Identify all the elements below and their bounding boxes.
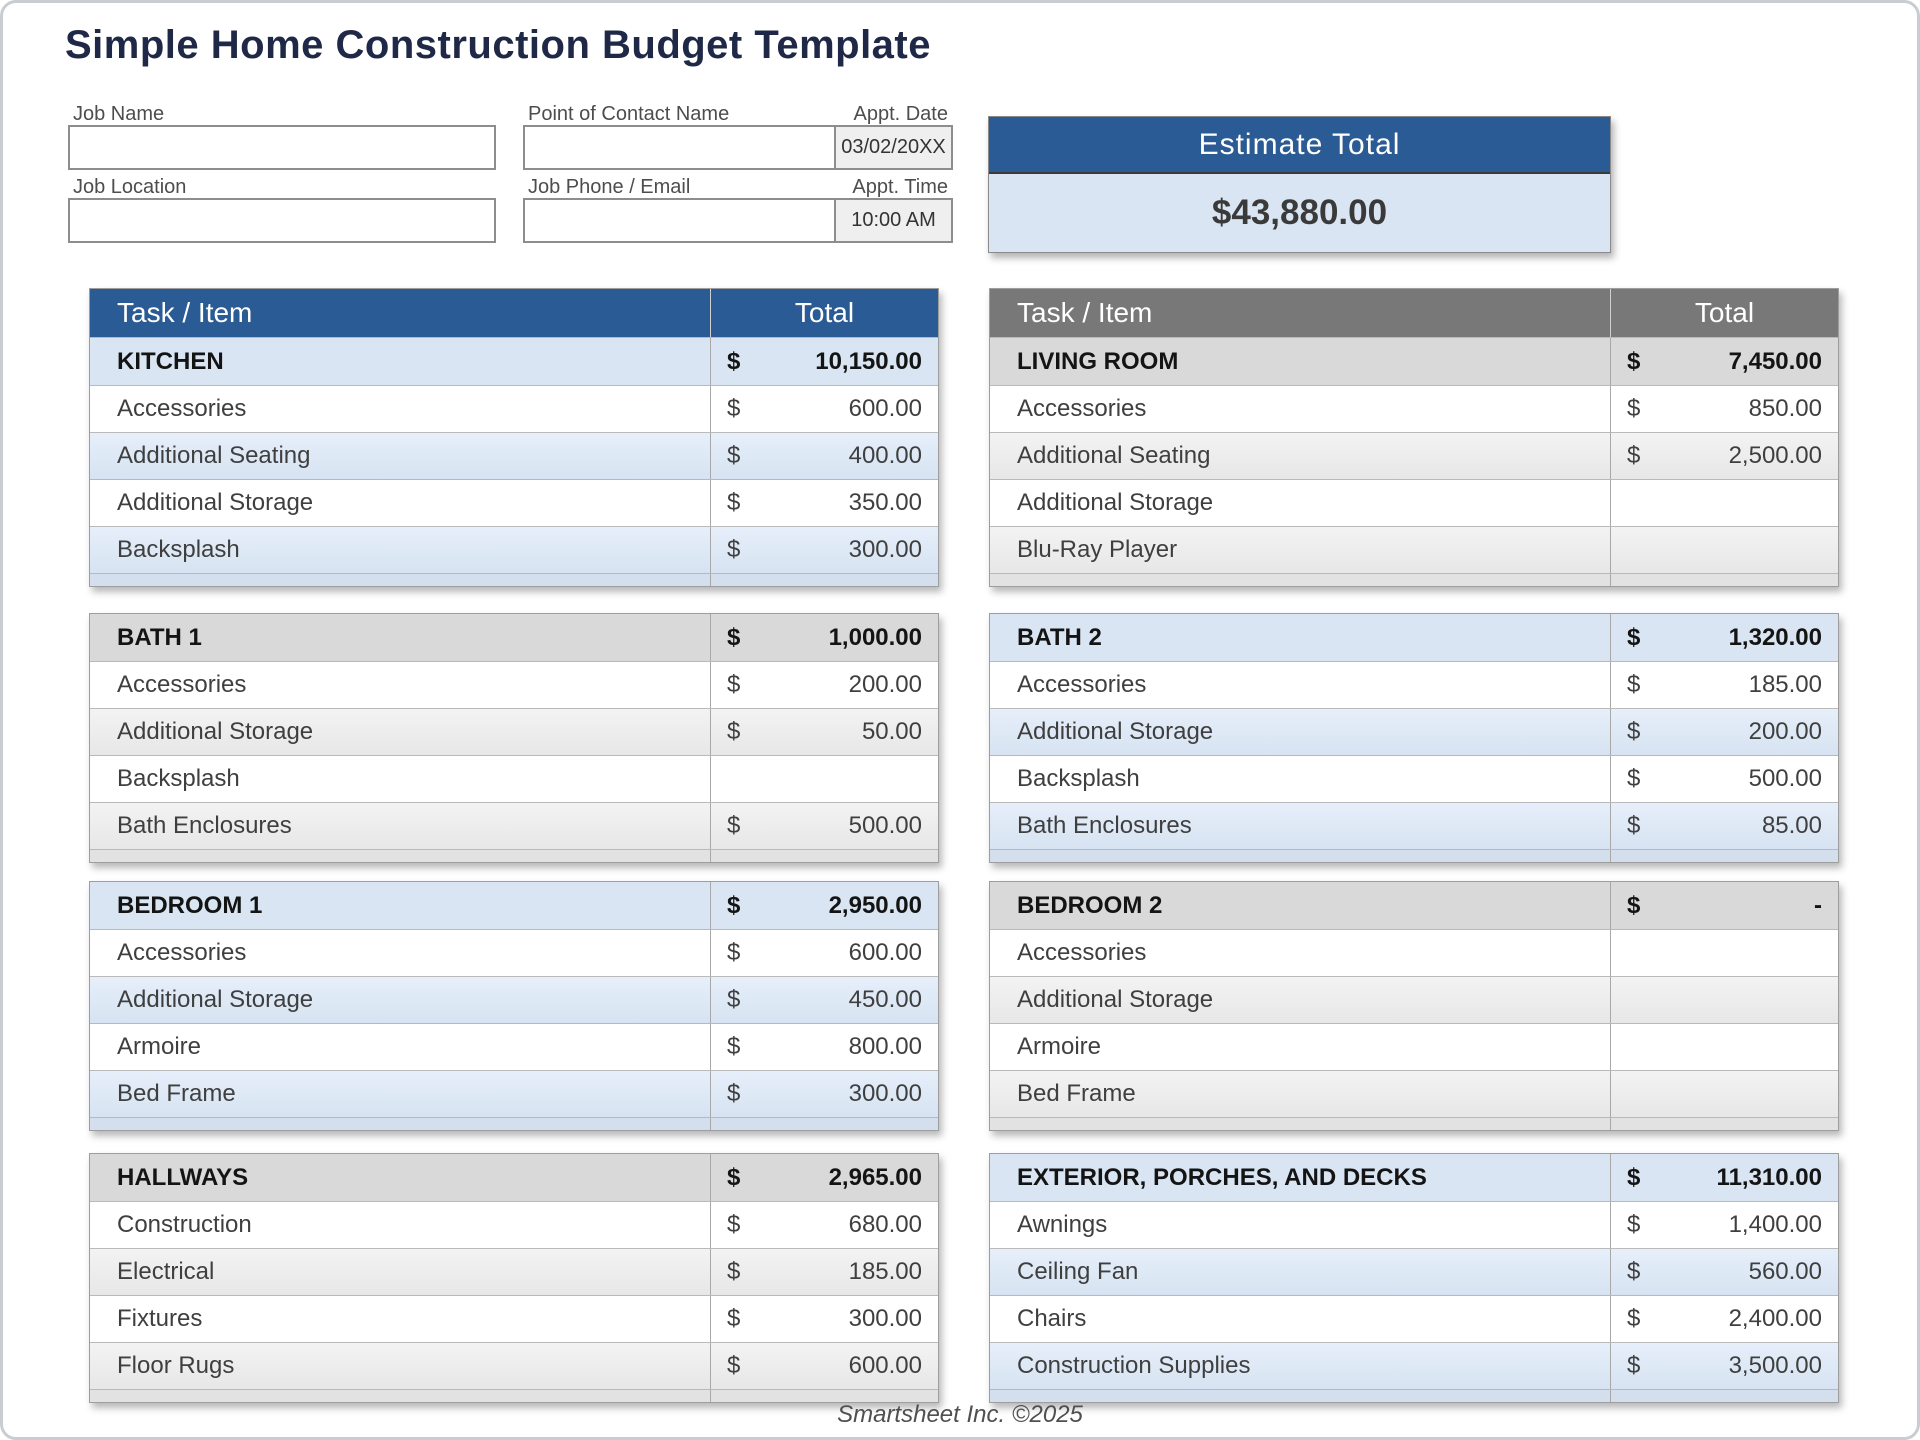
currency-symbol: $: [1627, 718, 1641, 745]
table-hallways: [89, 1153, 939, 1403]
task-cell[interactable]: Awnings: [1017, 1211, 1108, 1238]
amount: 2,500.00: [1728, 442, 1822, 469]
task-cell[interactable]: Backsplash: [117, 765, 240, 792]
partial-task-cell: [90, 574, 710, 586]
currency-symbol: $: [1627, 671, 1641, 698]
amount: 600.00: [848, 939, 922, 966]
job-location-label: Job Location: [73, 176, 187, 198]
currency-symbol: $: [727, 1305, 741, 1332]
task-cell[interactable]: Bath Enclosures: [117, 812, 292, 839]
total-cell[interactable]: [710, 756, 938, 802]
total-cell[interactable]: [1610, 433, 1838, 479]
column-header-total: Total: [710, 289, 938, 337]
amount: -: [1814, 891, 1822, 919]
partial-total-cell: [1610, 850, 1838, 862]
partial-row: [990, 849, 1838, 862]
contact-date-row: [523, 125, 953, 170]
category-row: [90, 1154, 938, 1201]
category-row: [990, 614, 1838, 661]
table-row: [90, 1342, 938, 1389]
column-header-task: Task / Item: [117, 297, 253, 328]
table-row: [90, 479, 938, 526]
estimate-total-header: Estimate Total: [989, 117, 1610, 174]
table-row: [90, 661, 938, 708]
currency-symbol: $: [727, 939, 741, 966]
appt-date-value[interactable]: 03/02/20XX: [834, 127, 951, 168]
category-row: [990, 337, 1838, 385]
table-bath-2: [989, 613, 1839, 863]
category-total-cell[interactable]: [710, 614, 938, 661]
category-name[interactable]: BATH 1: [117, 623, 202, 651]
currency-symbol: $: [727, 986, 741, 1013]
total-cell[interactable]: [710, 480, 938, 526]
footer-text: Smartsheet Inc. ©2025: [837, 1401, 1083, 1428]
category-name[interactable]: BEDROOM 1: [117, 891, 263, 919]
table-row: [90, 1201, 938, 1248]
partial-total-cell: [710, 1118, 938, 1130]
table-row: [990, 976, 1838, 1023]
table-row: [990, 1023, 1838, 1070]
table-row: [90, 432, 938, 479]
task-cell[interactable]: Additional Storage: [117, 986, 314, 1013]
amount: 600.00: [848, 395, 922, 422]
task-cell[interactable]: Backsplash: [117, 536, 240, 563]
currency-symbol: $: [727, 1033, 741, 1060]
total-cell[interactable]: [710, 1202, 938, 1248]
table-row: [990, 432, 1838, 479]
table-row: [90, 1070, 938, 1117]
task-cell[interactable]: Accessories: [117, 395, 247, 422]
currency-symbol: $: [1627, 1258, 1641, 1285]
category-row: [90, 882, 938, 929]
column-header-row: [990, 289, 1838, 337]
category-name[interactable]: BATH 2: [1017, 623, 1102, 651]
table-row: [90, 755, 938, 802]
amount: 500.00: [1748, 765, 1822, 792]
task-cell[interactable]: Fixtures: [117, 1305, 203, 1332]
table-row: [990, 479, 1838, 526]
partial-task-cell: [990, 850, 1610, 862]
table-row: [990, 755, 1838, 802]
total-cell[interactable]: [710, 977, 938, 1023]
category-name[interactable]: LIVING ROOM: [1017, 347, 1179, 375]
amount: 300.00: [848, 1305, 922, 1332]
category-total-cell[interactable]: [710, 882, 938, 929]
category-total-cell[interactable]: [1610, 614, 1838, 661]
amount: 50.00: [861, 718, 922, 745]
total-cell[interactable]: [1610, 1249, 1838, 1295]
amount: 850.00: [1748, 395, 1822, 422]
column-header-task: Task / Item: [1017, 297, 1153, 328]
table-row: [90, 976, 938, 1023]
table-row: [990, 1295, 1838, 1342]
total-cell[interactable]: [1610, 709, 1838, 755]
amount: 400.00: [848, 442, 922, 469]
currency-symbol: $: [1627, 623, 1641, 651]
task-cell[interactable]: Construction Supplies: [1017, 1352, 1251, 1379]
total-cell[interactable]: [1610, 1071, 1838, 1117]
amount: 680.00: [848, 1211, 922, 1238]
currency-symbol: $: [727, 1258, 741, 1285]
currency-symbol: $: [727, 489, 741, 516]
total-cell[interactable]: [710, 1024, 938, 1070]
currency-symbol: $: [1627, 812, 1641, 839]
total-cell[interactable]: [710, 1343, 938, 1389]
total-cell[interactable]: [710, 1249, 938, 1295]
task-cell[interactable]: Additional Storage: [1017, 489, 1214, 516]
category-total-cell[interactable]: [1610, 882, 1838, 929]
table-row: [990, 1201, 1838, 1248]
task-cell[interactable]: Blu-Ray Player: [1017, 536, 1178, 563]
amount: 7,450.00: [1728, 347, 1822, 375]
currency-symbol: $: [727, 1080, 741, 1107]
category-row: [990, 882, 1838, 929]
category-name[interactable]: EXTERIOR, PORCHES, AND DECKS: [1017, 1163, 1427, 1191]
table-row: [90, 708, 938, 755]
total-cell[interactable]: [1610, 803, 1838, 849]
table-row: [990, 802, 1838, 849]
table-row: [990, 385, 1838, 432]
currency-symbol: $: [1627, 1163, 1641, 1191]
total-cell[interactable]: [1610, 480, 1838, 526]
currency-symbol: $: [727, 395, 741, 422]
currency-symbol: $: [727, 812, 741, 839]
amount: 1,000.00: [828, 623, 922, 651]
currency-symbol: $: [727, 1211, 741, 1238]
partial-task-cell: [90, 850, 710, 862]
amount: 85.00: [1761, 812, 1822, 839]
category-name[interactable]: HALLWAYS: [117, 1163, 249, 1191]
task-cell[interactable]: Bed Frame: [117, 1080, 236, 1107]
table-row: [90, 1023, 938, 1070]
appt-time-value[interactable]: 10:00 AM: [834, 200, 951, 241]
total-cell[interactable]: [1610, 662, 1838, 708]
task-cell[interactable]: Additional Storage: [117, 489, 314, 516]
total-cell[interactable]: [710, 433, 938, 479]
amount: 200.00: [848, 671, 922, 698]
partial-row: [90, 849, 938, 862]
table-kitchen: [89, 288, 939, 587]
table-row: [90, 929, 938, 976]
task-cell[interactable]: Additional Storage: [1017, 986, 1214, 1013]
total-cell[interactable]: [1610, 1202, 1838, 1248]
currency-symbol: $: [727, 718, 741, 745]
partial-total-cell: [1610, 574, 1838, 586]
total-cell[interactable]: [1610, 930, 1838, 976]
amount: 300.00: [848, 536, 922, 563]
total-cell[interactable]: [710, 386, 938, 432]
total-cell[interactable]: [710, 527, 938, 573]
task-cell[interactable]: Additional Storage: [117, 718, 314, 745]
amount: 185.00: [1748, 671, 1822, 698]
partial-task-cell: [90, 1118, 710, 1130]
task-cell[interactable]: Additional Storage: [1017, 718, 1214, 745]
task-cell[interactable]: Electrical: [117, 1258, 215, 1285]
category-total-cell[interactable]: [1610, 1154, 1838, 1201]
amount: 500.00: [848, 812, 922, 839]
table-row: [90, 802, 938, 849]
table-row: [990, 1248, 1838, 1295]
amount: 300.00: [848, 1080, 922, 1107]
phone-email-label: Job Phone / Email: [528, 176, 691, 198]
amount: 11,310.00: [1716, 1163, 1822, 1191]
task-cell[interactable]: Armoire: [117, 1033, 202, 1060]
table-row: [990, 708, 1838, 755]
category-name[interactable]: KITCHEN: [117, 347, 224, 375]
currency-symbol: $: [1627, 347, 1641, 375]
currency-symbol: $: [727, 891, 741, 919]
category-total-cell[interactable]: [710, 338, 938, 385]
amount: 200.00: [1748, 718, 1822, 745]
category-name[interactable]: BEDROOM 2: [1017, 891, 1163, 919]
contact-name-field[interactable]: [525, 127, 834, 168]
category-row: [90, 337, 938, 385]
phone-email-field[interactable]: [525, 200, 834, 241]
partial-total-cell: [1610, 1118, 1838, 1130]
table-row: [90, 526, 938, 573]
amount: 10,150.00: [815, 347, 922, 375]
table-row: [90, 1295, 938, 1342]
task-cell[interactable]: Chairs: [1017, 1305, 1087, 1332]
partial-row: [90, 573, 938, 586]
phone-time-row: [523, 198, 953, 243]
task-cell[interactable]: Bath Enclosures: [1017, 812, 1192, 839]
amount: 2,950.00: [828, 891, 922, 919]
table-row: [990, 1342, 1838, 1389]
job-name-label: Job Name: [73, 103, 165, 125]
task-cell[interactable]: Accessories: [117, 939, 247, 966]
task-cell[interactable]: Accessories: [1017, 395, 1147, 422]
task-cell[interactable]: Armoire: [1017, 1033, 1102, 1060]
column-header-row: [90, 289, 938, 337]
table-row: [990, 661, 1838, 708]
task-cell[interactable]: Construction: [117, 1211, 252, 1238]
column-header-total: Total: [1610, 289, 1838, 337]
table-row: [990, 1070, 1838, 1117]
task-cell[interactable]: Accessories: [117, 671, 247, 698]
category-total-cell[interactable]: [710, 1154, 938, 1201]
table-row: [90, 385, 938, 432]
currency-symbol: $: [1627, 1305, 1641, 1332]
amount: 600.00: [848, 1352, 922, 1379]
task-cell[interactable]: Accessories: [1017, 671, 1147, 698]
amount: 3,500.00: [1728, 1352, 1822, 1379]
total-cell[interactable]: [1610, 386, 1838, 432]
total-cell[interactable]: [710, 709, 938, 755]
total-cell[interactable]: [710, 930, 938, 976]
partial-task-cell: [990, 1118, 1610, 1130]
table-bedroom-2: [989, 881, 1839, 1131]
currency-symbol: $: [1627, 765, 1641, 792]
table-bath-1: [89, 613, 939, 863]
total-cell[interactable]: [710, 803, 938, 849]
table-row: [990, 526, 1838, 573]
total-cell[interactable]: [710, 1071, 938, 1117]
table-exterior-porches-and-decks: [989, 1153, 1839, 1403]
appt-date-label: Appt. Date: [853, 103, 948, 125]
currency-symbol: $: [1627, 1211, 1641, 1238]
task-cell[interactable]: Additional Seating: [117, 442, 311, 469]
total-cell[interactable]: [1610, 1343, 1838, 1389]
table-row: [990, 929, 1838, 976]
total-cell[interactable]: [1610, 527, 1838, 573]
task-cell[interactable]: Additional Seating: [1017, 442, 1211, 469]
job-name-field[interactable]: [68, 125, 496, 170]
task-cell[interactable]: Accessories: [1017, 939, 1147, 966]
contact-name-label: Point of Contact Name: [528, 103, 730, 125]
amount: 2,965.00: [828, 1163, 922, 1191]
total-cell[interactable]: [1610, 977, 1838, 1023]
amount: 350.00: [848, 489, 922, 516]
currency-symbol: $: [727, 347, 741, 375]
estimate-total-box: [988, 116, 1611, 253]
currency-symbol: $: [1627, 442, 1641, 469]
task-cell[interactable]: Bed Frame: [1017, 1080, 1136, 1107]
task-cell[interactable]: Floor Rugs: [117, 1352, 235, 1379]
currency-symbol: $: [727, 623, 741, 651]
amount: 2,400.00: [1728, 1305, 1822, 1332]
amount: 450.00: [848, 986, 922, 1013]
total-cell[interactable]: [1610, 1296, 1838, 1342]
partial-total-cell: [710, 850, 938, 862]
currency-symbol: $: [727, 1163, 741, 1191]
amount: 800.00: [848, 1033, 922, 1060]
total-cell[interactable]: [710, 1296, 938, 1342]
appt-time-label: Appt. Time: [852, 176, 948, 198]
amount: 185.00: [848, 1258, 922, 1285]
task-cell[interactable]: Backsplash: [1017, 765, 1140, 792]
partial-total-cell: [710, 574, 938, 586]
currency-symbol: $: [727, 536, 741, 563]
table-row: [90, 1248, 938, 1295]
total-cell[interactable]: [710, 662, 938, 708]
currency-symbol: $: [727, 671, 741, 698]
table-living-room: [989, 288, 1839, 587]
partial-row: [990, 573, 1838, 586]
total-cell[interactable]: [1610, 1024, 1838, 1070]
total-cell[interactable]: [1610, 756, 1838, 802]
amount: 1,320.00: [1728, 623, 1822, 651]
page-title: Simple Home Construction Budget Template: [65, 23, 931, 67]
category-row: [90, 614, 938, 661]
currency-symbol: $: [727, 442, 741, 469]
amount: 560.00: [1748, 1258, 1822, 1285]
currency-symbol: $: [727, 1352, 741, 1379]
currency-symbol: $: [1627, 1352, 1641, 1379]
category-row: [990, 1154, 1838, 1201]
estimate-total-value: $43,880.00: [989, 174, 1610, 252]
amount: 1,400.00: [1728, 1211, 1822, 1238]
partial-row: [990, 1117, 1838, 1130]
category-total-cell[interactable]: [1610, 338, 1838, 385]
partial-row: [90, 1117, 938, 1130]
task-cell[interactable]: Ceiling Fan: [1017, 1258, 1139, 1285]
partial-task-cell: [990, 574, 1610, 586]
currency-symbol: $: [1627, 891, 1641, 919]
job-location-field[interactable]: [68, 198, 496, 243]
currency-symbol: $: [1627, 395, 1641, 422]
table-bedroom-1: [89, 881, 939, 1131]
